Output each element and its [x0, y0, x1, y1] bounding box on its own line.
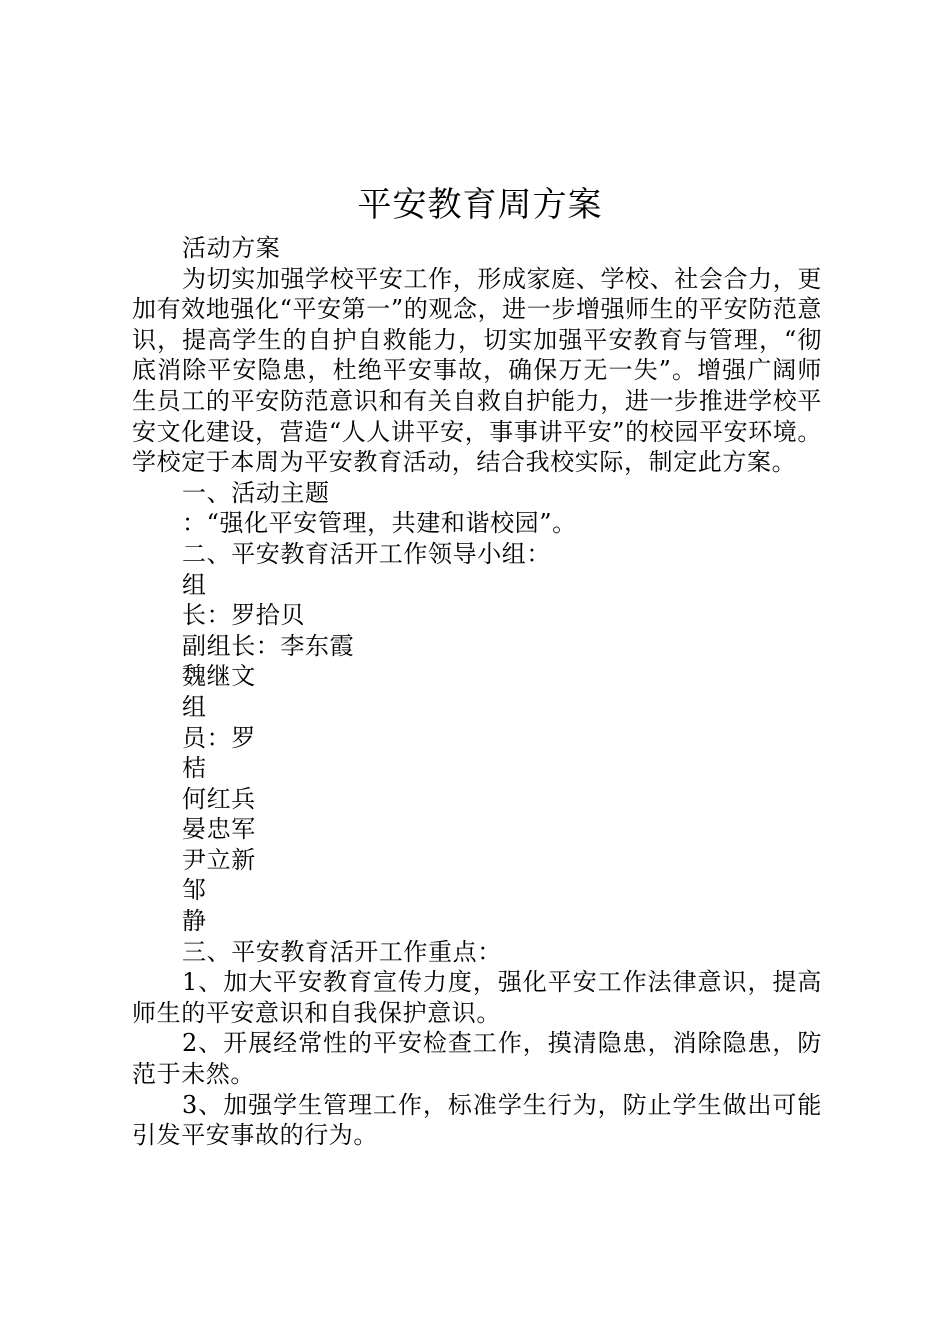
member-line: 邹 — [182, 876, 207, 905]
section-heading-focus: 三、平安教育活开工作重点： — [182, 937, 502, 966]
paragraph-theme: ：“强化平安管理，共建和谐校园”。 — [182, 509, 577, 538]
member-line: 员：罗 — [182, 723, 256, 752]
member-line: 尹立新 — [182, 845, 256, 874]
member-line: 晏忠军 — [182, 815, 256, 844]
focus-item-1: 1、加大平安教育宣传力度，强化平安工作法律意识，提高师生的平安意识和自我保护意识。 — [132, 968, 822, 1027]
leader-line: 魏继文 — [182, 662, 256, 691]
leader-line: 副组长：李东霞 — [182, 631, 355, 660]
member-line: 组 — [182, 692, 207, 721]
member-line: 桔 — [182, 754, 207, 783]
section-heading-leadership: 二、平安教育活开工作领导小组： — [182, 539, 551, 568]
leader-line: 组 — [182, 570, 207, 599]
leader-line: 长：罗拾贝 — [182, 601, 305, 630]
document-body — [132, 233, 822, 1151]
document-title: 平安教育周方案 — [357, 185, 603, 225]
paragraph-intro: 为切实加强学校平安工作，形成家庭、学校、社会合力，更加有效地强化“平安第一”的观念，进一步增强师生的平安防范意识，提高学生的自护自救能力，切实加强平安教育与管理，“彻底消除平安隐患，杜绝平安事故，确保万无一失”。增强广阔师生员工的平安防范意识和有关自救自护能力，进一步推进学校平安文化建设，营造“人人讲平安，事事讲平安”的校园平安环境。学校定于本周为平安教育活动，结合我校实际，制定此方案。 — [132, 264, 822, 477]
paragraph-activity-plan: 活动方案 — [182, 234, 281, 262]
member-line: 何红兵 — [182, 784, 256, 813]
focus-item-3: 3、加强学生管理工作，标准学生行为，防止学生做出可能引发平安事故的行为。 — [132, 1090, 822, 1150]
section-heading-theme: 一、活动主题 — [182, 478, 330, 507]
focus-item-2: 2、开展经常性的平安检查工作，摸清隐患，消除隐患，防范于未然。 — [132, 1029, 822, 1089]
member-line: 静 — [182, 907, 207, 936]
